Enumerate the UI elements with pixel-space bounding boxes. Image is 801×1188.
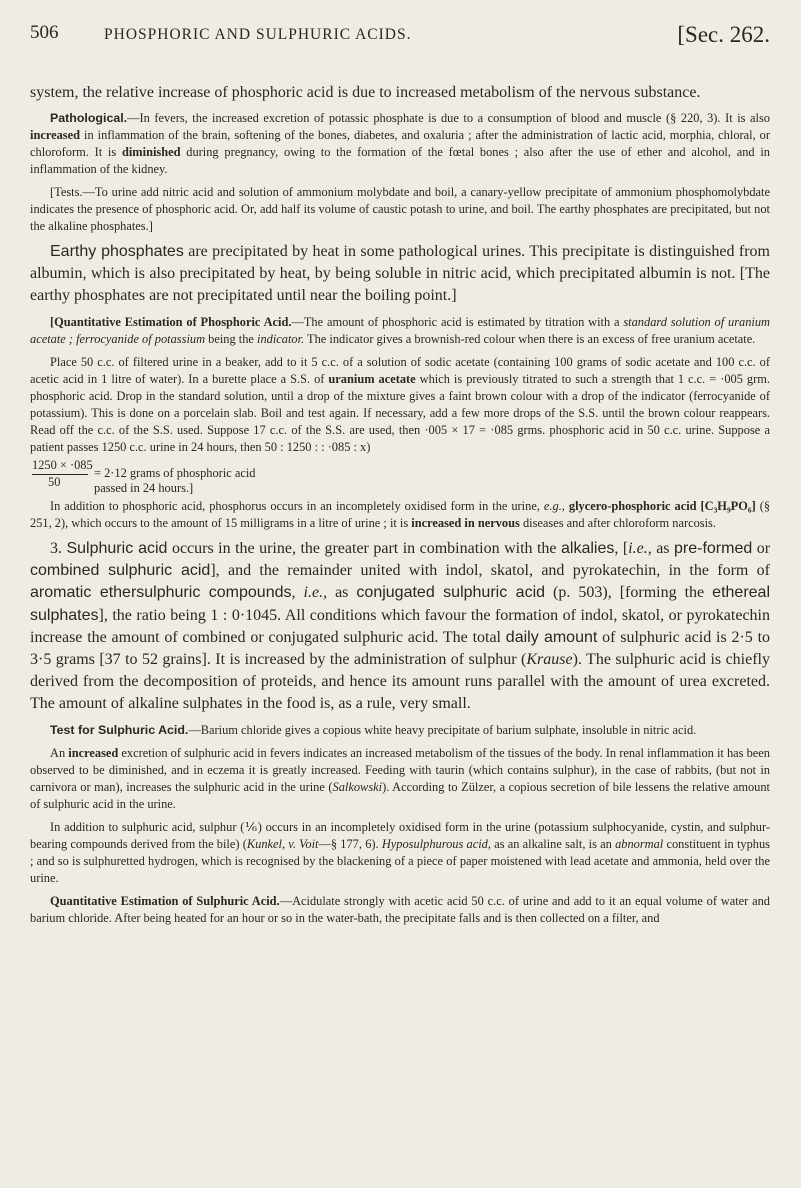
running-header [30,22,770,52]
paragraph-titration-procedure: Place 50 c.c. of filtered urine in a beaker, add to it 5 c.c. of a solution of sodic acetate (containing 100 grams of sodic acetate and 100 c.c. of acetic acid in 1 litre of water). In a burette place a S.S. of uranium acetate which is previously titrated to such a strength that 1 c.c. = ·005 grm. phosphoric acid. Drop in the standard solution, until a drop of the mixture gives a faint brown colour with a drop of the indicator (ferrocyanide of potassium). This is done on a porcelain slab. Boil and test again. If necessary, add a few more drops of the S.S. until the brown colour reappears. Read off the c.c. of the S.S. used. Suppose 17 c.c. of the S.S. are used, then ·005 × 17 = ·085 grms. phosphoric acid in 50 c.c. urine. Suppose a patient passes 1250 c.c. urine in 24 hours, then 50 : 1250 : : ·085 : x) [30,355,770,454]
subheading-pathological: Pathological. [50,111,128,125]
paragraph-incompletely-oxidised-sulphur: In addition to sulphuric acid, sulphur (⅙) occurs in an incompletely oxidised form in the urine (potassium sulphocyanide, cystin, and sulphur-bearing compounds derived from the bile) (Kunkel, v. Voit—§ 177, 6). Hyposulphurous acid, as an alkaline salt, is an abnormal constituent in typhus ; and so is sulphuretted hydrogen, which is recognised by the blackening of a piece of paper moistened with lead acetate and ammonia, held over the urine. [30,820,771,885]
formula-result: = 2·12 grams of phosphoric acid passed in 24 hours.] [94,466,256,495]
paragraph-nervous-metabolism: system, the relative increase of phosphoric acid is due to increased metabolism of the nervous substance. [30,84,701,101]
formula-numerator: 1250 × ·085 [32,458,93,472]
paragraph-tests: [Tests.—To urine add nitric acid and solution of ammonium molybdate and boil, a canary-yellow precipitate of ammonium phosphomolybdate indicates the presence of phosphoric acid. Or, add half its volume of caustic potash to urine, and boil. The earthy phosphates are precipitated, but not the alkaline phosphates.] [30,185,770,233]
calculation-formula [30,458,290,495]
paragraph-increased-excretion: An increased excretion of sulphuric acid in fevers indicates an increased metabolism of the tissues of the body. In renal inflammation it has been observed to be diminished, and in eczema it is greatly increased. Feeding with taurin (which contains sulphur), in the case of rabbits, (but not in carnivora or man), increases the sulphuric acid in the urine (Salkowski). According to Zülzer, a copious secretion of bile lessens the relative amount of sulphuric acid in the urine. [30,746,770,811]
section-number: [Sec. 262. [677,22,770,47]
subheading-earthy-phosphates: Earthy phosphates [50,243,184,260]
paragraph-earthy-phosphates: Earthy phosphates are precipitated by heat in some pathological urines. This precipitate is distinguished from albumin, which is also precipitated by heat, by being soluble in nitric acid, which precipitated albumin is not. [The earthy phosphates are not precipitated until near the boiling point.] [30,243,770,305]
page-number: 506 [30,22,59,43]
paragraph-glycero-phosphoric: In addition to phosphoric acid, phosphorus occurs in an incompletely oxidised form in the urine, e.g., glycero-phosphoric acid [C₃H₉PO₆] (§ 251, 2), which occurs to the amount of 15 milligrams in a litre of urine ; it is increased in nervous diseases and after chloroform narcosis. [30,499,771,530]
subheading-sulphuric-acid: Sulphuric acid [66,540,168,557]
running-title: PHOSPHORIC AND SULPHURIC ACIDS. [104,26,412,43]
subheading-test-sulphuric: Test for Sulphuric Acid. [50,723,189,737]
subheading-quantitative-phosphoric: [Quantitative Estimation of Phosphoric Acid. [50,315,292,329]
subheading-quantitative-sulphuric: Quantitative Estimation of Sulphuric Acid. [50,894,280,908]
formula-denominator: 50 [48,475,61,489]
paragraph-test-sulphuric: Test for Sulphuric Acid.—Barium chloride gives a copious white heavy precipitate of barium sulphate, insoluble in nitric acid. [50,723,697,737]
paragraph-pathological: Pathological.—In fevers, the increased excretion of potassic phosphate is due to a consumption of blood and muscle (§ 220, 3). It is also increased in inflammation of the brain, softening of the bones, diabetes, and oxaluria ; after the administration of lactic acid, morphia, chloral, or chloroform. It is diminished during pregnancy, owing to the formation of the fœtal bones ; also after the use of ether and alcohol, and in inflammation of the kidney. [30,111,771,176]
paragraph-quantitative-sulphuric: Quantitative Estimation of Sulphuric Acid.—Acidulate strongly with acetic acid 50 c.c. of urine and add to it an equal volume of water and barium chloride. After being heated for an hour or so in the water-bath, the precipitate falls and is then collected on a filter, and [30,894,770,925]
paragraph-quantitative-phosphoric: [Quantitative Estimation of Phosphoric Acid.—The amount of phosphoric acid is estimated by titration with a standard solution of uranium acetate ; ferrocyanide of potassium being the indicator. The indicator gives a brownish-red colour when there is an excess of free uranium acetate. [30,315,770,346]
paragraph-sulphuric-acid: 3. Sulphuric acid occurs in the urine, the greater part in combination with the alkalies, [i.e., as pre-formed or combined sulphuric acid], and the remainder united with indol, skatol, and pyrokatechin, in the form of aromatic ethersulphuric compounds, i.e., as conjugated sulphuric acid (p. 503), [forming the ethereal sulphates], the ratio being 1 : 0·1045. All conditions which favour the formation of indol, skatol, or pyrokatechin increase the amount of combined or conjugated sulphuric acid. The total daily amount of sulphuric acid is 2·5 to 3·5 grams [37 to 52 grains]. It is increased by the administration of sulphur (Krause). The sulphuric acid is chiefly derived from the decomposition of proteids, and hence its amount runs parallel with the amount of urea excreted. The amount of alkaline sulphates in the food is, as a rule, very small. [30,540,771,713]
